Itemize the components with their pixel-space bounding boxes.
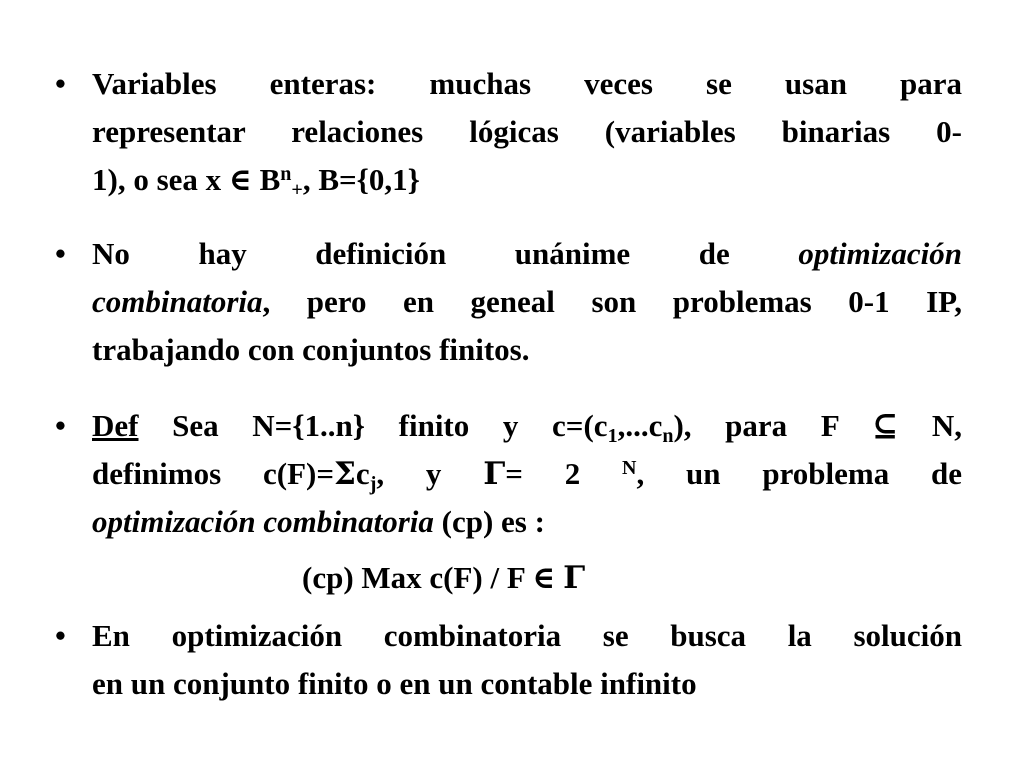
gamma-symbol: Γ: [483, 456, 506, 492]
bullet-marker: •: [55, 618, 66, 653]
element-of-symbol: ∈: [228, 162, 252, 198]
bullet-text: [92, 60, 962, 204]
text-line: [92, 326, 962, 374]
text-line: [92, 450, 962, 498]
text-line: [92, 278, 962, 326]
text-span: c: [355, 456, 370, 491]
text-span: B: [251, 162, 281, 197]
superscript: N: [622, 457, 637, 479]
text-span: , B={0,1}: [302, 162, 420, 197]
text-span: representar relaciones lógicas (variables binarias 0-: [92, 114, 962, 149]
text-span: = 2: [505, 456, 623, 491]
text-span: Variables enteras: muchas veces se usan para: [92, 66, 962, 101]
text-span: , un problema de: [636, 456, 963, 491]
bullet-text: [92, 402, 962, 546]
text-span: No hay definición unánime de: [92, 236, 799, 271]
text-span: , pero en geneal son problemas 0-1 IP,: [262, 284, 962, 319]
text-span: Sea N={1..n} finito y c=(c: [138, 408, 608, 443]
text-span: N,: [898, 408, 963, 443]
element-of-symbol: ∈: [532, 560, 556, 596]
cp-formula: [302, 554, 585, 602]
italic-span: combinatoria: [92, 284, 263, 319]
subscript: +: [291, 179, 303, 201]
subscript: 1: [607, 425, 618, 447]
text-line: [92, 156, 962, 204]
text-span: , y: [376, 456, 484, 491]
text-line: [92, 230, 962, 278]
bullet-text: [92, 230, 962, 374]
text-span: ,...c: [617, 408, 663, 443]
subscript: n: [662, 425, 674, 447]
text-span: definimos c(F)=: [92, 456, 334, 491]
gamma-symbol: Γ: [563, 560, 586, 596]
bullet-marker: •: [55, 408, 66, 443]
text-span: ), para F: [673, 408, 873, 443]
text-span: (cp) Max c(F) / F: [302, 560, 533, 595]
bullet-text: [92, 612, 962, 708]
text-line: [92, 402, 962, 450]
italic-span: optimización combinatoria: [92, 504, 434, 539]
text-span: [555, 560, 563, 595]
text-line: [92, 612, 962, 660]
def-label: Def: [92, 408, 139, 443]
bullet-marker: •: [55, 236, 66, 271]
text-span: 1), o sea x: [92, 162, 229, 197]
text-span: En optimización combinatoria se busca la solución: [92, 618, 962, 653]
text-line: [92, 660, 962, 708]
subscript: j: [369, 473, 377, 495]
bullet-marker: •: [55, 66, 66, 101]
text-span: trabajando con conjuntos finitos.: [92, 332, 530, 367]
text-span: (cp) es :: [433, 504, 545, 539]
text-line: [92, 498, 962, 546]
text-line: [92, 60, 962, 108]
subset-symbol: ⊆: [872, 408, 899, 444]
sigma-symbol: Σ: [334, 456, 356, 492]
superscript: n: [280, 163, 292, 185]
text-span: en un conjunto finito o en un contable infinito: [92, 666, 697, 701]
italic-span: optimización: [798, 236, 962, 271]
text-line: [92, 108, 962, 156]
